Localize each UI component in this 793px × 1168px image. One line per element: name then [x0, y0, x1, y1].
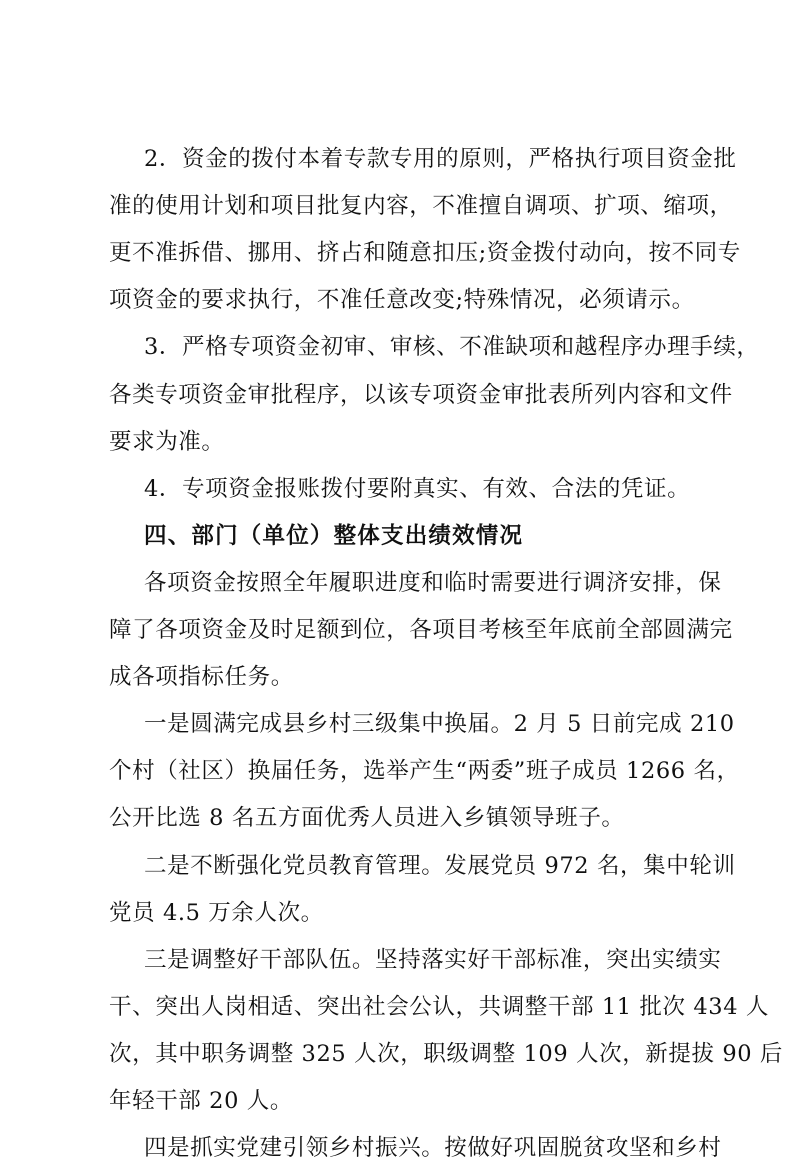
section-heading: 四、部门（单位）整体支出绩效情况 [144, 523, 524, 549]
third-item-line-3: 次，其中职务调整 325 人次，职级调整 109 人次，新提拔 90 后 [109, 1041, 784, 1067]
third-item-line-4: 年轻干部 20 人。 [109, 1088, 293, 1114]
paragraph-2-line-3: 更不准拆借、挪用、挤占和随意扣压;资金拨付动向，按不同专 [109, 240, 741, 266]
third-item-line-2: 干、突出人岗相适、突出社会公认，共调整干部 11 批次 434 人 [109, 994, 769, 1020]
first-item-line-3: 公开比选 8 名五方面优秀人员进入乡镇领导班子。 [109, 805, 625, 831]
paragraph-2-line-1: 2．资金的拨付本着专款专用的原则，严格执行项目资金批 [144, 146, 737, 172]
first-item-line-1: 一是圆满完成县乡村三级集中换届。2 月 5 日前完成 210 [144, 711, 735, 737]
intro-paragraph-line-1: 各项资金按照全年履职进度和临时需要进行调济安排，保 [144, 570, 722, 596]
paragraph-3-line-2: 各类专项资金审批程序，以该专项资金审批表所列内容和文件 [109, 382, 733, 408]
intro-paragraph-line-2: 障了各项资金及时足额到位，各项目考核至年底前全部圆满完 [109, 617, 733, 643]
intro-paragraph-line-3: 成各项指标任务。 [109, 664, 294, 690]
paragraph-2-line-4: 项资金的要求执行，不准任意改变;特殊情况，必须请示。 [109, 287, 695, 313]
second-item-line-1: 二是不断强化党员教育管理。发展党员 972 名，集中轮训 [144, 853, 736, 879]
paragraph-3-line-3: 要求为准。 [109, 429, 225, 455]
fourth-item-line-1: 四是抓实党建引领乡村振兴。按做好巩固脱贫攻坚和乡村 [144, 1135, 722, 1161]
paragraph-2-line-2: 准的使用计划和项目批复内容，不准擅自调项、扩项、缩项， [109, 193, 733, 219]
third-item-line-1: 三是调整好干部队伍。坚持落实好干部标准，突出实绩实 [144, 947, 722, 973]
paragraph-3-line-1: 3．严格专项资金初审、审核、不准缺项和越程序办理手续， [144, 334, 760, 360]
paragraph-4-line-1: 4．专项资金报账拨付要附真实、有效、合法的凭证。 [144, 476, 691, 502]
first-item-line-2: 个村（社区）换届任务，选举产生“两委”班子成员 1266 名， [109, 758, 740, 784]
second-item-line-2: 党员 4.5 万余人次。 [109, 900, 324, 926]
